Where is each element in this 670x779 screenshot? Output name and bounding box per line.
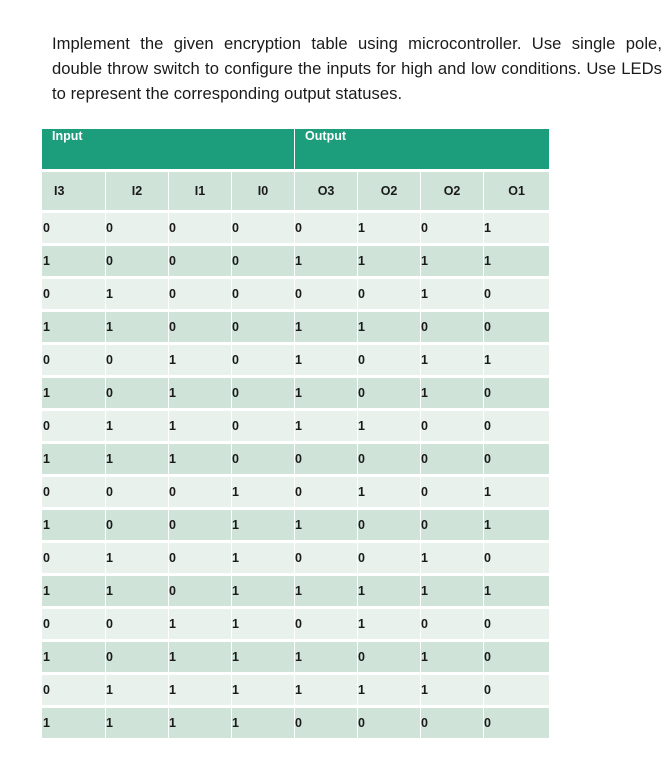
cell-o1: 1 (483, 243, 549, 276)
cell-i0: 1 (231, 573, 294, 606)
cell-i0: 0 (231, 375, 294, 408)
cell-o2: 0 (357, 276, 420, 309)
cell-i1: 0 (168, 210, 231, 243)
cell-i0: 1 (231, 639, 294, 672)
cell-o2b: 0 (420, 705, 483, 738)
cell-i3: 1 (42, 705, 105, 738)
cell-o1: 0 (483, 441, 549, 474)
cell-o1: 1 (483, 507, 549, 540)
cell-o3: 1 (294, 507, 357, 540)
cell-i2: 0 (105, 474, 168, 507)
cell-i0: 1 (231, 606, 294, 639)
cell-o2b: 1 (420, 375, 483, 408)
cell-o1: 0 (483, 309, 549, 342)
cell-i1: 1 (168, 705, 231, 738)
cell-i3: 1 (42, 507, 105, 540)
cell-i2: 0 (105, 375, 168, 408)
table-row (42, 210, 549, 243)
cell-i1: 1 (168, 672, 231, 705)
cell-o3: 1 (294, 243, 357, 276)
cell-o3: 1 (294, 408, 357, 441)
cell-o1: 0 (483, 672, 549, 705)
cell-i1: 0 (168, 474, 231, 507)
cell-o1: 0 (483, 540, 549, 573)
cell-i1: 1 (168, 639, 231, 672)
cell-i2: 1 (105, 573, 168, 606)
cell-i3: 1 (42, 309, 105, 342)
cell-o2: 1 (357, 408, 420, 441)
table-row (42, 606, 549, 639)
table-row (42, 408, 549, 441)
cell-i2: 0 (105, 342, 168, 375)
cell-i1: 1 (168, 342, 231, 375)
cell-o2b: 0 (420, 474, 483, 507)
cell-o3: 1 (294, 342, 357, 375)
cell-o1: 1 (483, 342, 549, 375)
cell-i2: 1 (105, 276, 168, 309)
cell-i3: 0 (42, 276, 105, 309)
cell-o3: 1 (294, 573, 357, 606)
group-header-row (42, 129, 549, 169)
cell-i1: 1 (168, 606, 231, 639)
cell-o2: 0 (357, 441, 420, 474)
cell-o2: 1 (357, 243, 420, 276)
cell-i3: 0 (42, 342, 105, 375)
cell-o2: 1 (357, 606, 420, 639)
table-row (42, 375, 549, 408)
table-row (42, 705, 549, 738)
table-row (42, 474, 549, 507)
cell-o3: 1 (294, 639, 357, 672)
table-row (42, 243, 549, 276)
cell-i2: 0 (105, 210, 168, 243)
cell-i1: 0 (168, 309, 231, 342)
cell-o2b: 0 (420, 507, 483, 540)
cell-o1: 1 (483, 474, 549, 507)
input-group-header: Input (42, 129, 294, 169)
cell-i1: 1 (168, 375, 231, 408)
cell-o2b: 0 (420, 408, 483, 441)
table-row (42, 342, 549, 375)
column-header-o2: O2 (357, 169, 420, 210)
cell-i0: 0 (231, 243, 294, 276)
cell-o1: 1 (483, 210, 549, 243)
cell-i2: 1 (105, 309, 168, 342)
cell-i1: 0 (168, 243, 231, 276)
cell-i1: 0 (168, 276, 231, 309)
cell-o2b: 0 (420, 441, 483, 474)
column-header-row (42, 169, 549, 210)
cell-o2: 1 (357, 573, 420, 606)
cell-i3: 0 (42, 540, 105, 573)
cell-o2b: 1 (420, 276, 483, 309)
cell-o1: 0 (483, 705, 549, 738)
cell-o2b: 0 (420, 309, 483, 342)
cell-i2: 1 (105, 672, 168, 705)
table-row (42, 507, 549, 540)
cell-i2: 1 (105, 540, 168, 573)
cell-i2: 0 (105, 606, 168, 639)
cell-i1: 0 (168, 507, 231, 540)
cell-i1: 0 (168, 540, 231, 573)
cell-o3: 0 (294, 210, 357, 243)
cell-o3: 0 (294, 540, 357, 573)
cell-i0: 0 (231, 210, 294, 243)
cell-o2b: 1 (420, 639, 483, 672)
cell-i3: 1 (42, 639, 105, 672)
cell-i3: 0 (42, 474, 105, 507)
cell-o2: 1 (357, 210, 420, 243)
cell-o3: 0 (294, 441, 357, 474)
cell-i0: 1 (231, 705, 294, 738)
cell-o2b: 1 (420, 342, 483, 375)
cell-o1: 0 (483, 606, 549, 639)
cell-o3: 1 (294, 309, 357, 342)
cell-i0: 1 (231, 672, 294, 705)
table-body (42, 210, 549, 738)
cell-o2: 0 (357, 540, 420, 573)
cell-i0: 1 (231, 540, 294, 573)
cell-o2: 0 (357, 705, 420, 738)
cell-o2: 0 (357, 342, 420, 375)
cell-o2b: 1 (420, 573, 483, 606)
cell-o2: 0 (357, 507, 420, 540)
column-header-o3: O3 (294, 169, 357, 210)
cell-i0: 1 (231, 507, 294, 540)
cell-i2: 0 (105, 243, 168, 276)
cell-i3: 1 (42, 375, 105, 408)
cell-o2: 1 (357, 672, 420, 705)
cell-i0: 0 (231, 408, 294, 441)
cell-i2: 1 (105, 408, 168, 441)
cell-i1: 1 (168, 441, 231, 474)
cell-o3: 0 (294, 474, 357, 507)
cell-i3: 0 (42, 210, 105, 243)
cell-i0: 1 (231, 474, 294, 507)
cell-i3: 0 (42, 672, 105, 705)
cell-o2b: 0 (420, 210, 483, 243)
column-header-i1: I1 (168, 169, 231, 210)
cell-i2: 1 (105, 705, 168, 738)
table-row (42, 672, 549, 705)
cell-o3: 1 (294, 375, 357, 408)
column-header-i0: I0 (231, 169, 294, 210)
cell-o2: 0 (357, 375, 420, 408)
cell-o1: 0 (483, 375, 549, 408)
cell-i3: 0 (42, 606, 105, 639)
cell-i2: 0 (105, 639, 168, 672)
table-row (42, 573, 549, 606)
cell-o2b: 0 (420, 606, 483, 639)
column-header-o2-second: O2 (420, 169, 483, 210)
cell-i2: 1 (105, 441, 168, 474)
table-row (42, 441, 549, 474)
cell-o1: 0 (483, 276, 549, 309)
table-row (42, 309, 549, 342)
cell-o2b: 1 (420, 243, 483, 276)
table-row (42, 276, 549, 309)
cell-i1: 0 (168, 573, 231, 606)
cell-o3: 0 (294, 606, 357, 639)
cell-o3: 0 (294, 705, 357, 738)
cell-o2b: 1 (420, 540, 483, 573)
cell-i0: 0 (231, 342, 294, 375)
cell-i3: 0 (42, 408, 105, 441)
cell-i0: 0 (231, 309, 294, 342)
cell-o1: 1 (483, 573, 549, 606)
cell-o2b: 1 (420, 672, 483, 705)
output-group-header: Output (294, 129, 549, 169)
column-header-i3: I3 (42, 169, 105, 210)
instructions-text: Implement the given encryption table using microcontroller. Use single pole, double throw switch to configure the inputs for high and low conditions. Use LEDs to represent the corresponding output statuses. (52, 33, 662, 103)
cell-o1: 0 (483, 639, 549, 672)
cell-o2: 0 (357, 639, 420, 672)
cell-i2: 0 (105, 507, 168, 540)
cell-o1: 0 (483, 408, 549, 441)
cell-o3: 0 (294, 276, 357, 309)
cell-o2: 1 (357, 474, 420, 507)
column-header-o1: O1 (483, 169, 549, 210)
cell-i1: 1 (168, 408, 231, 441)
table-row (42, 639, 549, 672)
cell-i0: 0 (231, 276, 294, 309)
cell-i3: 1 (42, 243, 105, 276)
cell-i3: 1 (42, 441, 105, 474)
cell-i3: 1 (42, 573, 105, 606)
cell-o2: 1 (357, 309, 420, 342)
table-row (42, 540, 549, 573)
column-header-i2: I2 (105, 169, 168, 210)
encryption-table (42, 129, 549, 738)
cell-o3: 1 (294, 672, 357, 705)
cell-i0: 0 (231, 441, 294, 474)
